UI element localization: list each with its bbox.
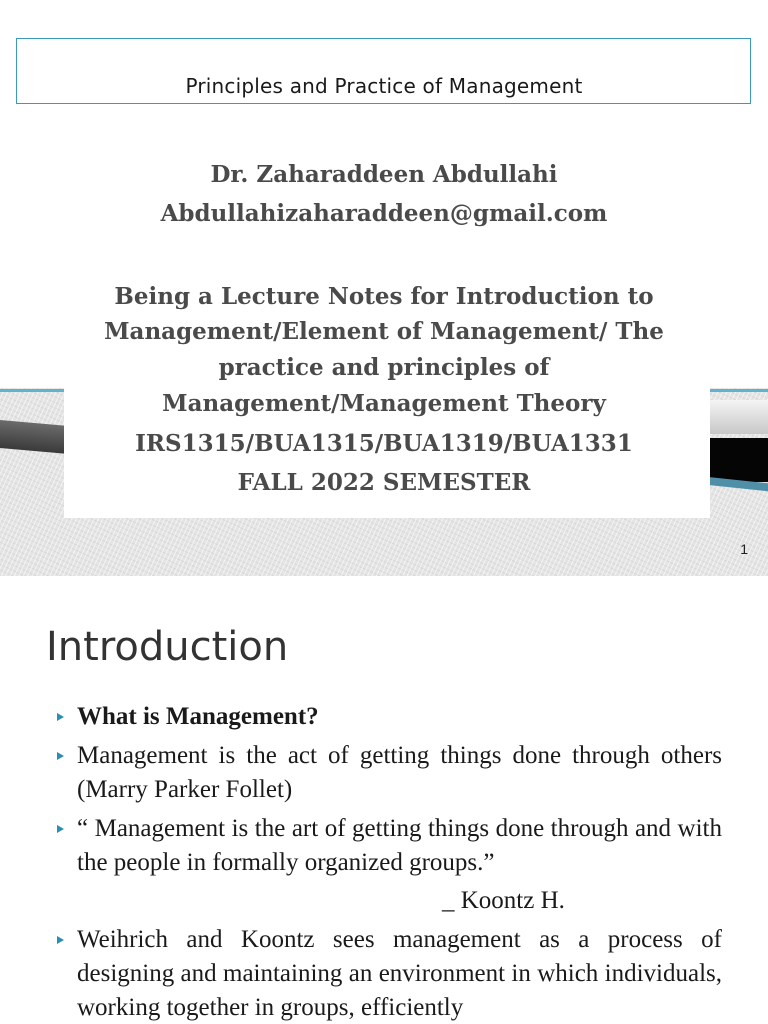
- slide-2: [0, 576, 768, 1024]
- course-codes: IRS1315/BUA1315/BUA1319/BUA1331: [135, 430, 633, 457]
- author-email: Abdullahizaharaddeen@gmail.com: [160, 200, 608, 227]
- slide-title: Principles and Practice of Management: [185, 74, 583, 98]
- list-item: [52, 812, 722, 918]
- bullet-list: [52, 700, 722, 1024]
- band-shape-right-dark: [706, 438, 768, 482]
- lecture-line: practice and principles of: [218, 354, 550, 381]
- quote-attribution: _ Koontz H.: [442, 887, 565, 914]
- bullet-text: “ Management is the art of getting things done through and with the people in formally organized groups.”: [77, 815, 722, 876]
- list-item: [52, 739, 722, 807]
- lecture-line: Management/Management Theory: [162, 390, 606, 417]
- section-heading: Introduction: [46, 624, 289, 670]
- list-item: [52, 700, 722, 734]
- band-shape-right-top: [706, 400, 768, 434]
- slide-number: 1: [740, 541, 748, 557]
- triangle-bullet-icon: [57, 752, 64, 760]
- triangle-bullet-icon: [57, 936, 64, 944]
- list-item: [52, 923, 722, 1024]
- bullet-text: Weihrich and Koontz sees management as a process of designing and maintaining an environment in which individuals, working together in groups, efficiently: [77, 926, 722, 1021]
- semester: FALL 2022 SEMESTER: [237, 469, 531, 496]
- lecture-line: Management/Element of Management/ The: [104, 318, 664, 345]
- triangle-bullet-icon: [57, 825, 64, 833]
- bullet-text: Management is the act of getting things done through others (Marry Parker Follet): [77, 742, 722, 803]
- triangle-bullet-icon: [57, 713, 64, 721]
- lecture-line: Being a Lecture Notes for Introduction to: [114, 283, 654, 310]
- author-name: Dr. Zaharaddeen Abdullahi: [210, 161, 558, 188]
- bullet-text: What is Management?: [77, 703, 319, 730]
